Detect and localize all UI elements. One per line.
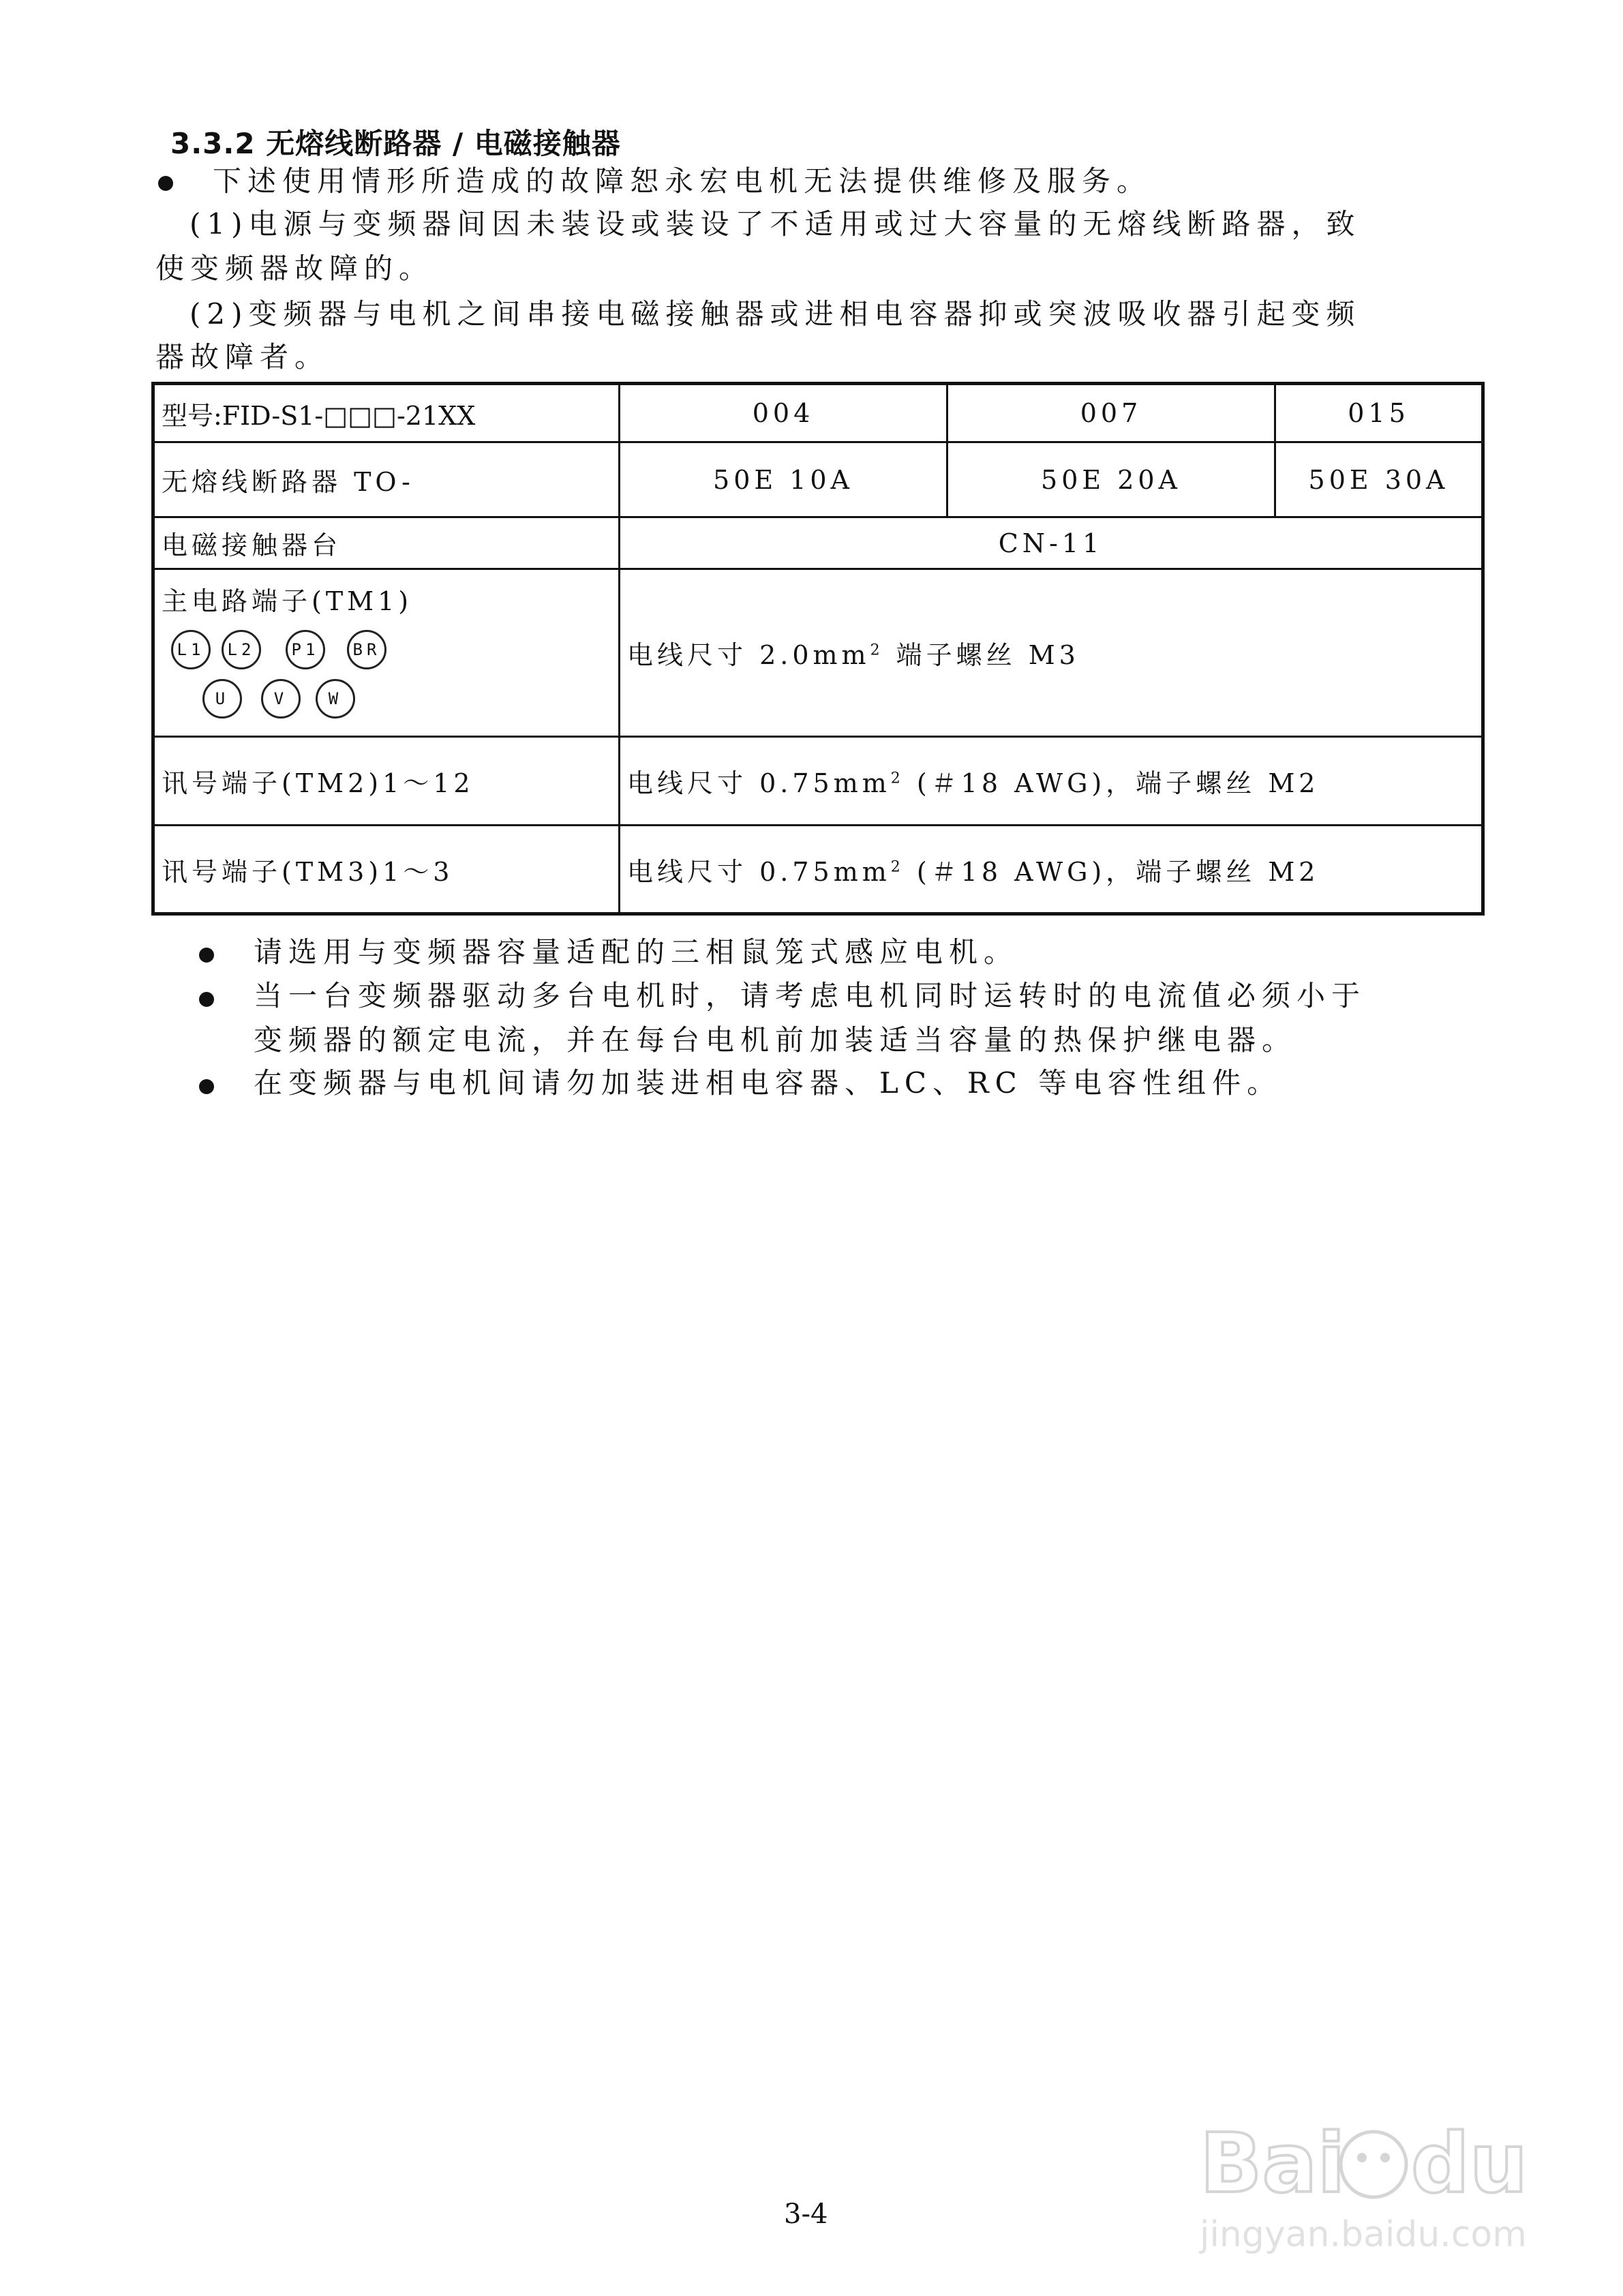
table-row	[153, 826, 1483, 914]
terminal-v-icon: V	[261, 679, 301, 719]
table-row	[153, 517, 1483, 569]
model-015: 015	[1275, 384, 1483, 442]
tm2-label: 讯号端子(TM2)1～12	[153, 737, 620, 826]
tm2-value-sup: 2	[890, 770, 905, 787]
contactor-value: CN-11	[620, 517, 1483, 569]
tm2-value-screw: (＃18 AWG)，端子螺丝 M2	[904, 768, 1320, 798]
terminal-l2-icon: L2	[222, 630, 261, 669]
tm3-value-screw: (＃18 AWG)，端子螺丝 M2	[904, 856, 1320, 887]
tm3-label: 讯号端子(TM3)1～3	[153, 826, 620, 914]
tm1-value-text: 电线尺寸 2.0mm	[627, 640, 870, 670]
breaker-label: 无熔线断路器 TO-	[153, 442, 620, 517]
terminal-p1-icon: P1	[286, 630, 325, 669]
svg-text:du: du	[1411, 2117, 1528, 2211]
terminal-w-icon: W	[316, 679, 355, 719]
terminal-l1-icon: L1	[171, 630, 211, 669]
table-row	[153, 384, 1483, 442]
tm2-value-text: 电线尺寸 0.75mm	[627, 768, 891, 798]
intro-line: 下述使用情形所造成的故障恕永宏电机无法提供维修及服务。	[213, 164, 1152, 198]
item1-line-a: (1)电源与变频器间因未装设或装设了不适用或过大容量的无熔线断路器，致	[189, 207, 1361, 241]
tm3-value-sup: 2	[890, 858, 905, 875]
svg-text:Bai: Bai	[1200, 2117, 1346, 2211]
svg-text:jingyan.baidu.com: jingyan.baidu.com	[1200, 2214, 1527, 2255]
item2-line-a: (2)变频器与电机之间串接电磁接触器或进相电容器抑或突波吸收器引起变频	[189, 297, 1361, 331]
bullet-icon	[158, 176, 173, 191]
table-row	[153, 737, 1483, 826]
breaker-007: 50E 20A	[947, 442, 1275, 517]
model-007: 007	[947, 384, 1275, 442]
tm2-value	[620, 737, 1483, 826]
tm3-value-text: 电线尺寸 0.75mm	[627, 856, 891, 887]
contactor-label: 电磁接触器台	[153, 517, 620, 569]
bullet-icon	[199, 948, 214, 963]
tm1-value-sup: 2	[870, 641, 884, 659]
section-heading: 3.3.2 无熔线断路器 / 电磁接触器	[170, 127, 621, 160]
tm1-label: 主电路端子(TM1)	[162, 586, 413, 616]
tm1-value	[620, 569, 1483, 737]
terminal-br-icon: BR	[347, 630, 386, 669]
baidu-watermark-logo	[1145, 2100, 1575, 2277]
table-row	[153, 442, 1483, 517]
model-label: 型号:FID-S1-□□□-21XX	[153, 384, 620, 442]
note-1: 请选用与变频器容量适配的三相鼠笼式感应电机。	[254, 935, 1019, 969]
terminal-u-icon: U	[202, 679, 242, 719]
bullet-icon	[199, 992, 214, 1007]
tm1-terminal-diagram	[162, 623, 407, 725]
note-3: 在变频器与电机间请勿加装进相电容器、LC、RC 等电容性组件。	[254, 1066, 1282, 1100]
table-row	[153, 569, 1483, 737]
breaker-004: 50E 10A	[620, 442, 947, 517]
page-number: 3-4	[784, 2199, 828, 2230]
tm1-value-screw: 端子螺丝 M3	[883, 640, 1080, 670]
note-2-b: 变频器的额定电流，并在每台电机前加装适当容量的热保护继电器。	[254, 1023, 1297, 1057]
note-2-a: 当一台变频器驱动多台电机时，请考虑电机同时运转时的电流值必须小于	[254, 979, 1367, 1012]
item2-line-b: 器故障者。	[155, 340, 330, 374]
tm1-cell	[153, 569, 620, 737]
item1-line-b: 使变频器故障的。	[155, 252, 434, 285]
tm3-value	[620, 826, 1483, 914]
breaker-015: 50E 30A	[1275, 442, 1483, 517]
spec-table	[151, 382, 1485, 916]
bullet-icon	[199, 1079, 214, 1094]
model-004: 004	[620, 384, 947, 442]
